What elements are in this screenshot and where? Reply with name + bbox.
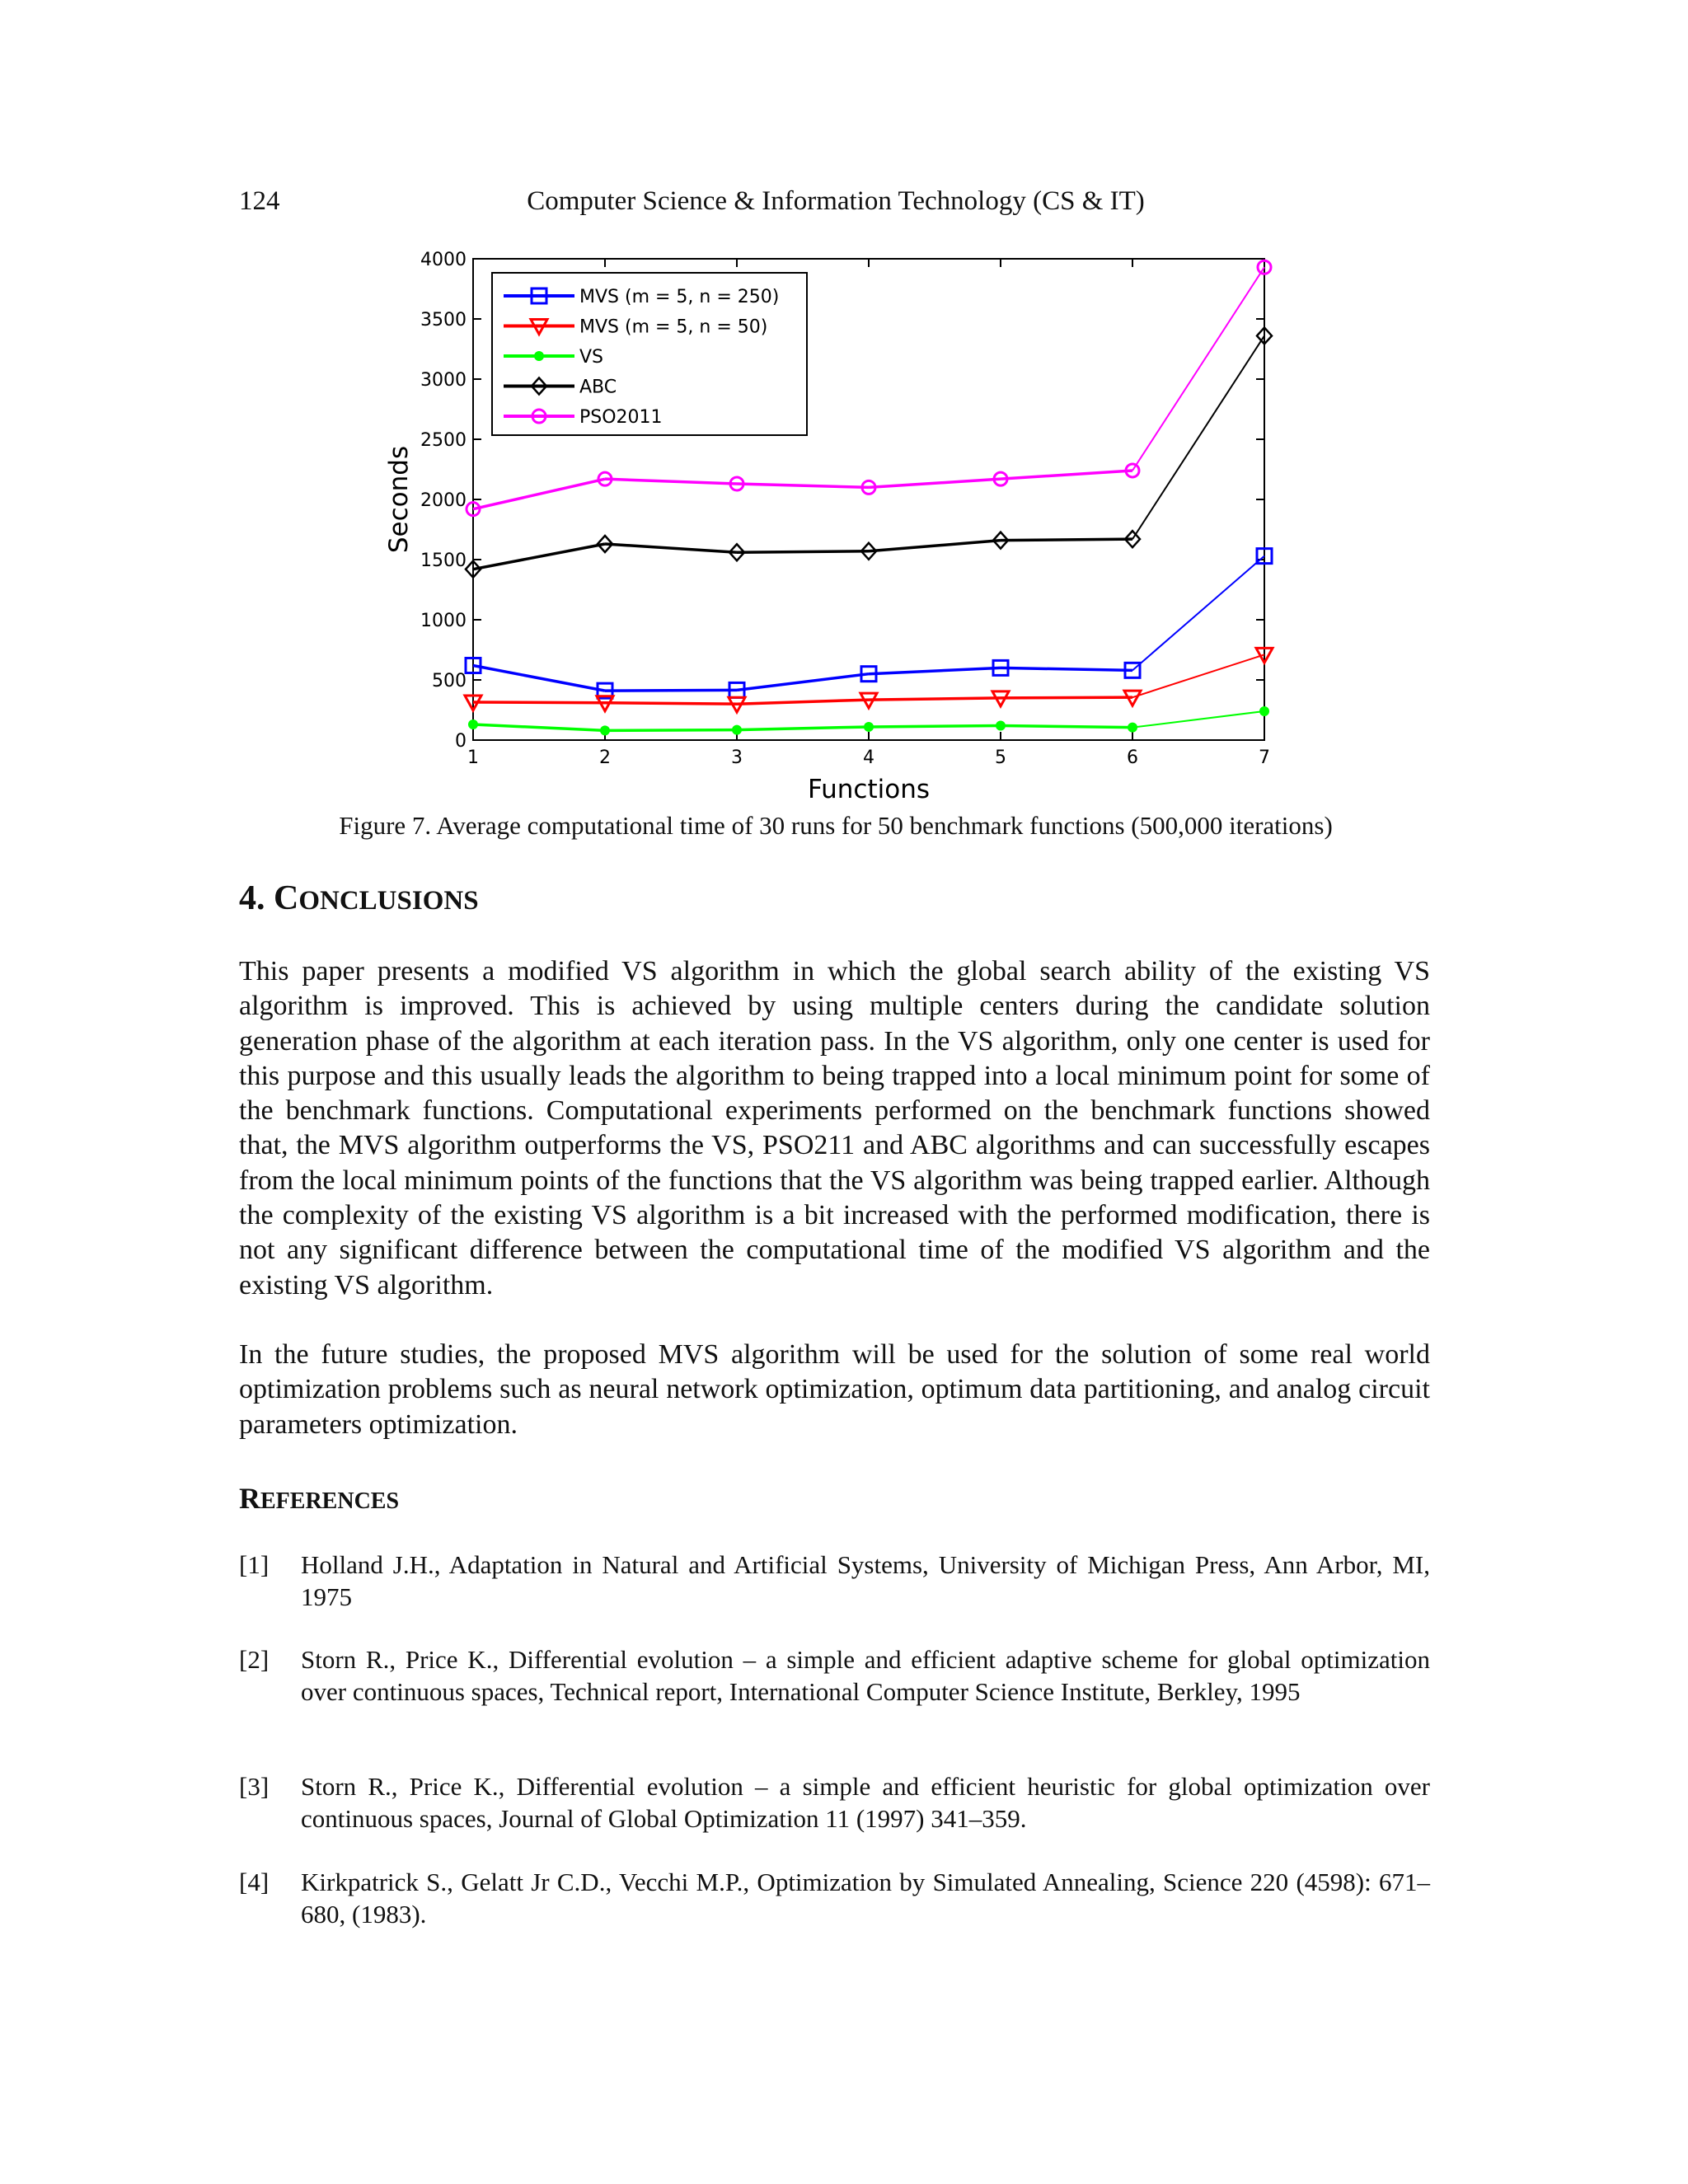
y-tick-label: 1000 (420, 611, 467, 631)
series-vs (469, 707, 1268, 734)
paragraph: This paper presents a modified VS algorithm in which the global search ability of the existing VS algorithm is improved. This is achieved by using multiple centers during the candidate solution generation phase of the algorithm at each iteration pass. In the VS algorithm, only one center is used for this purpose and this usually leads the algorithm to being trapped into a local minimum point for some of the benchmark functions. Computational experiments performed on the benchmark functions showed that, the MVS algorithm outperforms the VS, PSO211 and ABC algorithms and can successfully escapes from the local minimum points of the functions that the VS algorithm was being trapped earlier. Although the complexity of the existing VS algorithm is a bit increased with the performed modification, there is not any significant difference between the computational time of the modified VS algorithm and the existing VS algorithm. (239, 956, 1430, 1301)
x-tick-label: 1 (467, 748, 479, 768)
y-tick-label: 2000 (420, 490, 467, 511)
x-tick-label: 3 (731, 748, 743, 768)
series-segment (737, 551, 869, 552)
series-segment (1001, 539, 1132, 540)
references-heading-first: R (239, 1482, 260, 1515)
series-segment (737, 674, 869, 691)
y-axis-label: Seconds (384, 445, 414, 554)
page-header (239, 186, 1432, 219)
series-segment (1001, 697, 1132, 698)
x-tick-label: 7 (1259, 748, 1270, 768)
reference-number: [4] (239, 1868, 270, 1896)
y-tick-label: 4000 (420, 250, 467, 270)
series-segment (1001, 725, 1132, 727)
y-tick-label: 0 (455, 731, 467, 752)
data-point (1128, 724, 1137, 732)
series-segment (869, 541, 1001, 551)
paragraph: In the future studies, the proposed MVS algorithm will be used for the solution of some real world optimization problems such as neural network optimization, optimum data partitioning, and analog circuit parameters optimization. (239, 1339, 1430, 1440)
data-point (996, 721, 1005, 729)
figure-caption: Figure 7. Average computational time of 30 runs for 50 benchmark functions (500,000 iterations) (339, 811, 1333, 840)
series-mvs-m-5-n-250- (466, 549, 1272, 699)
series-segment (1132, 556, 1264, 671)
data-point (1260, 707, 1268, 715)
reference-text: Kirkpatrick S., Gelatt Jr C.D., Vecchi M.P., Optimization by Simulated Annealing, Science 220 (4598): 671–680, (1983). (301, 1868, 1430, 1929)
series-segment (1132, 711, 1264, 728)
reference-item (239, 1549, 1430, 1613)
legend-label: VS (579, 347, 604, 368)
section-title-rest: ONCLUSIONS (298, 886, 479, 916)
y-tick-label: 1500 (420, 551, 467, 571)
series-segment (1001, 471, 1132, 479)
series-segment (473, 724, 605, 730)
series-segment (1132, 654, 1264, 697)
series-segment (869, 725, 1001, 726)
line-chart (363, 246, 1294, 814)
reference-item (239, 1771, 1430, 1835)
series-segment (473, 479, 605, 509)
reference-number: [3] (239, 1772, 270, 1801)
series-segment (737, 484, 869, 487)
series-segment (737, 727, 869, 730)
series-segment (869, 698, 1001, 700)
series-segment (605, 730, 737, 731)
series-segment (473, 702, 605, 703)
series-segment (869, 668, 1001, 673)
y-tick-label: 500 (432, 671, 467, 691)
data-point (865, 723, 873, 731)
data-point (733, 726, 741, 734)
series-segment (605, 544, 737, 552)
series-segment (473, 544, 605, 569)
legend-label: MVS (m = 5, n = 50) (579, 316, 768, 338)
x-tick-label: 2 (599, 748, 611, 768)
x-tick-label: 6 (1127, 748, 1138, 768)
section-title-first: C (274, 879, 299, 917)
reference-text: Storn R., Price K., Differential evolution – a simple and efficient adaptive scheme for global optimization over continuous spaces, Technical report, International Computer Science Institute, Berkley, 1995 (301, 1645, 1430, 1706)
series-segment (1132, 335, 1264, 539)
legend-label: MVS (m = 5, n = 250) (579, 287, 780, 307)
reference-number: [1] (239, 1550, 270, 1579)
y-tick-label: 3500 (420, 310, 467, 330)
series-segment (737, 700, 869, 704)
series-segment (605, 703, 737, 704)
reference-number: [2] (239, 1645, 270, 1674)
legend-marker (535, 352, 543, 360)
reference-text: Holland J.H., Adaptation in Natural and Artificial Systems, University of Michigan Press, Ann Arbor, MI, 1975 (301, 1550, 1430, 1611)
running-title: Computer Science & Information Technology (CS & IT) (527, 186, 1145, 216)
section-heading (239, 879, 479, 918)
y-tick-label: 3000 (420, 370, 467, 391)
y-tick-label: 2500 (420, 430, 467, 451)
reference-item (239, 1867, 1430, 1930)
references-heading (239, 1481, 399, 1516)
legend-label: PSO2011 (579, 407, 663, 428)
references-heading-rest: EFERENCES (260, 1488, 400, 1514)
data-point (469, 720, 477, 729)
series-segment (605, 479, 737, 484)
x-tick-label: 4 (863, 748, 874, 768)
section-number: 4. (239, 879, 265, 917)
series-segment (473, 665, 605, 691)
figure-7-chart (363, 246, 1294, 814)
x-tick-label: 5 (995, 748, 1006, 768)
series-segment (1001, 668, 1132, 670)
x-axis-label: Functions (807, 775, 931, 804)
page-number: 124 (239, 186, 280, 216)
reference-item (239, 1644, 1430, 1708)
reference-text: Storn R., Price K., Differential evolution – a simple and efficient heuristic for global optimization over continuous spaces, Journal of Global Optimization 11 (1997) 341–359. (301, 1772, 1430, 1833)
series-segment (869, 479, 1001, 487)
legend-label: ABC (579, 377, 617, 398)
series-segment (605, 690, 737, 691)
data-point (601, 726, 609, 734)
series-segment (1132, 267, 1264, 471)
